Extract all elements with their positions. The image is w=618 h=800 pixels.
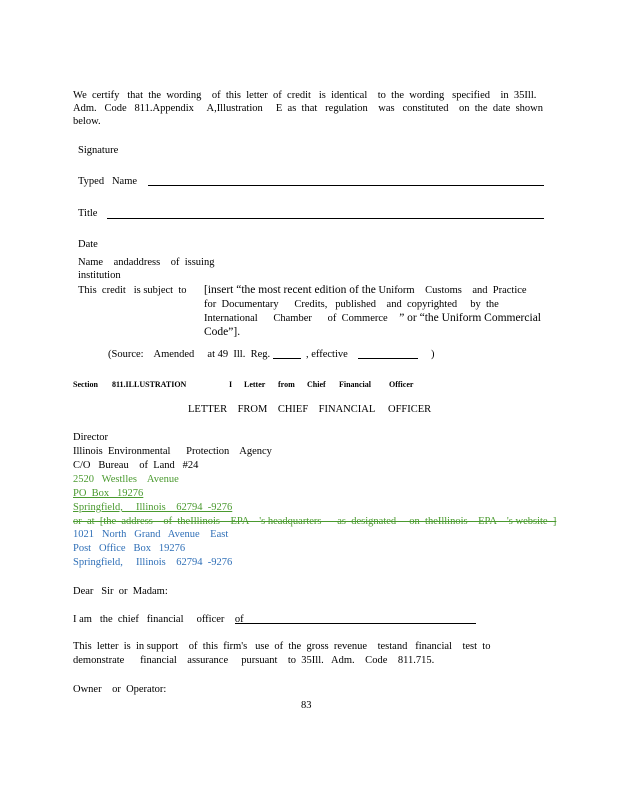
section-financial: Financial [339, 380, 372, 389]
support-line-2: demonstrate financial assurance pursuant to 35Ill. Adm. Code 811.715. [73, 655, 435, 666]
address-old-po: PO Box 19276 [73, 488, 144, 499]
source-note-close: ) [431, 349, 435, 360]
typed-name-blank[interactable] [148, 185, 544, 186]
address-bureau: C/O Bureau of Land #24 [73, 460, 199, 471]
section-officer: Officer [389, 380, 414, 389]
subject-uniform: Uniform Customs and Practice [375, 285, 527, 296]
address-agency: Illinois Environmental Protection Agency [73, 446, 272, 457]
support-line-1: This letter is in support of this firm's use of the gross revenue testand financial test to [73, 641, 491, 652]
certify-line-3: below. [73, 116, 101, 127]
cfo-line-label: I am the chief financial officer of [73, 614, 244, 625]
source-effective-blank[interactable] [358, 358, 418, 359]
source-note-effective: , effective [306, 349, 348, 360]
address-old-street: 2520 Westlles Avenue [73, 474, 179, 485]
certify-line-2: Adm. Code 811.Appendix A,Illustration E as that regulation was constituted on the date shown [73, 103, 544, 114]
address-old-city: Springfield, Illinois 62794 -9276 [73, 502, 233, 513]
section-chief: Chief [307, 380, 326, 389]
title-blank[interactable] [107, 218, 544, 219]
subject-line-2: for Documentary Credits, published and copyrighted by the [204, 299, 499, 310]
title-label: Title [78, 208, 98, 219]
source-reg-blank[interactable] [273, 358, 301, 359]
address-new-po: Post Office Box 19276 [73, 543, 186, 554]
address-new-city: Springfield, Illinois 62794 -9276 [73, 557, 233, 568]
salutation: Dear Sir or Madam: [73, 586, 168, 597]
section-i: I [229, 380, 233, 389]
address-director: Director [73, 432, 108, 443]
address-new-street: 1021 North Grand Avenue East [73, 529, 229, 540]
owner-operator-label: Owner or Operator: [73, 684, 167, 695]
institution-label: institution [78, 270, 121, 281]
page-number: 83 [301, 700, 312, 711]
section-letter: Letter [244, 380, 266, 389]
letter-title: LETTER FROM CHIEF FINANCIAL OFFICER [188, 404, 432, 415]
date-label: Date [78, 239, 98, 250]
subject-line-4: Code”]. [204, 326, 241, 338]
subject-line-3 [204, 312, 541, 325]
typed-name-label: Typed Name [78, 176, 138, 187]
name-address-label: Name andaddress of issuing [78, 257, 215, 268]
source-note-open: (Source: Amended at 49 Ill. Reg. [108, 349, 271, 360]
subject-line-1 [204, 284, 527, 297]
address-struck-text: or at [the address of theIllinois EPA 's headquarters as designated on theIllinois EPA 's website ] [73, 516, 557, 527]
section-label: Section [73, 380, 98, 389]
subject-line-3b: ” or “the Uniform Commercial [387, 312, 541, 324]
subject-insert-open: [insert “the most recent edition of the [204, 284, 376, 296]
subject-line-3a: International Chamber of Commerce [204, 313, 388, 324]
certify-line-1: We certify that the wording of this letter of credit is identical to the wording specified in 35Ill. [73, 90, 537, 101]
signature-label: Signature [78, 145, 119, 156]
cfo-company-blank[interactable] [235, 623, 476, 624]
subject-label: This credit is subject to [78, 285, 187, 296]
section-illustration: 811.ILLUSTRATION [112, 380, 187, 389]
section-from: from [278, 380, 295, 389]
